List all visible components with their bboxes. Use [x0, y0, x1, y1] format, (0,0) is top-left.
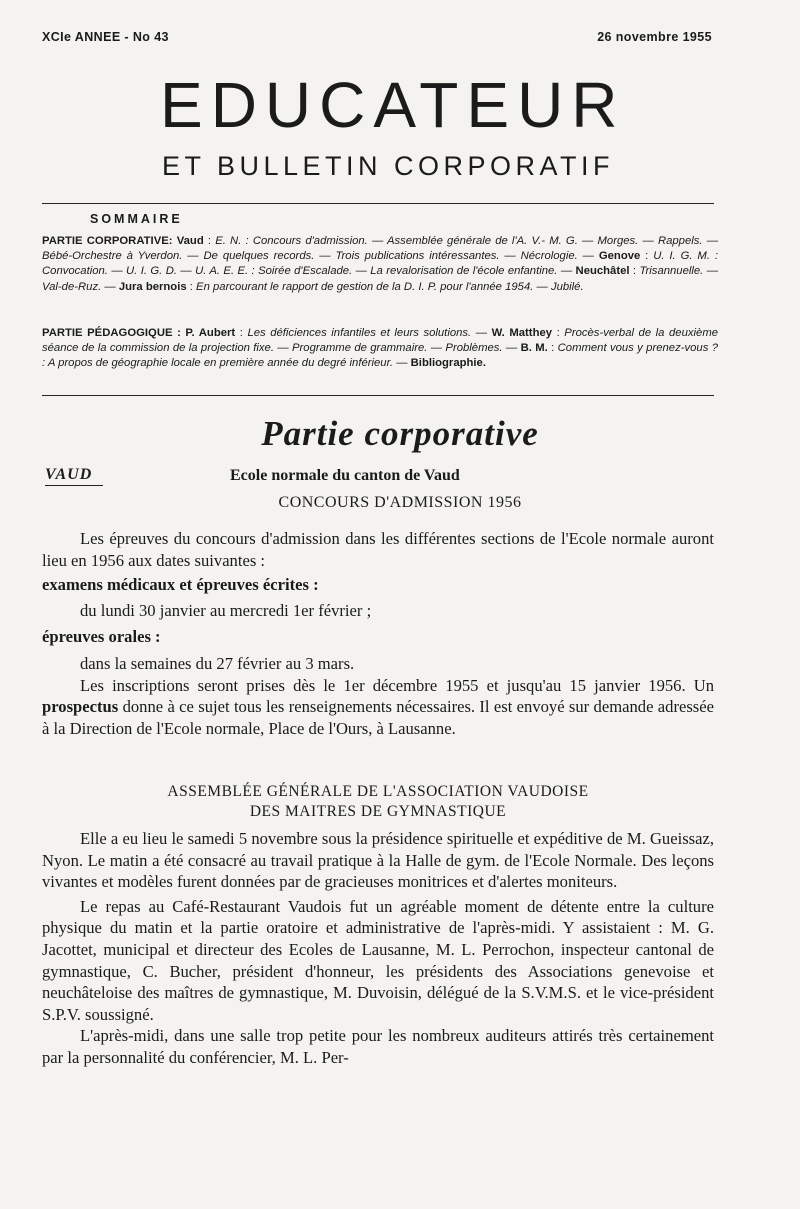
- issue-number: XCIe ANNEE - No 43: [42, 30, 169, 44]
- inscriptions-paragraph: [42, 675, 714, 740]
- sommaire-corp-segment: :: [186, 280, 197, 293]
- concours-heading: CONCOURS D'ADMISSION 1956: [278, 494, 522, 511]
- sommaire-corp-segment: E. N. : Concours d'admission. — Assemblée générale de l'A. V.- M. G. — Morges. — Rappels. — Bébé-Orchestre à Yverdon. — De quelques records. — Trois publications intéressantes. — Nécrologie. —: [42, 235, 719, 263]
- assemblee-title: [42, 782, 714, 822]
- assemblee-title-line1: ASSEMBLÉE GÉNÉRALE DE L'ASSOCIATION VAUDOISE: [167, 783, 589, 800]
- assemblee-paragraph-2: Le repas au Café-Restaurant Vaudois fut un agréable moment de détente entre la culture physique du matin et la partie oratoire et administrative de l'après-midi. Y assistaient : M. G. Jacottet, municipal et directeur des Ecoles de Lausanne, M. L. Perrochon, inspecteur cantonal de gymnastique, C. Bucher, président d'honneur, les présidents des Associations genevoise et neuchâteloise des maîtres de gymnastique, M. Duvoisin, délégué de la S.V.M.S. et le vice-président S.P.V. soussigné.: [42, 896, 714, 1024]
- sommaire-corp-segment: Jura bernois: [118, 280, 187, 293]
- assemblee-paragraph-3: L'après-midi, dans une salle trop petite pour les nombreux auditeurs attirés très certainement par la personnalité du conférencier, M. L. Per-: [42, 1026, 714, 1067]
- masthead-title: EDUCATEUR: [160, 69, 626, 141]
- sommaire-ped-segment: P. Aubert: [180, 327, 236, 339]
- sommaire-corp-segment: U. I. G. M. : Convocation. — U. I. G. D. — U. A. E. E. : Soirée d'Escalade. — La revalorisation de l'école enfantine. —: [42, 250, 718, 278]
- school-heading: Ecole normale du canton de Vaud: [230, 467, 460, 484]
- region-label: VAUD: [45, 466, 103, 486]
- oral-label: épreuves orales :: [42, 627, 161, 647]
- oral-dates: dans la semaines du 27 février au 3 mars.: [80, 653, 355, 673]
- masthead-subtitle: ET BULLETIN CORPORATIF: [161, 151, 615, 181]
- inscriptions-text-b: donne à ce sujet tous les renseignements nécessaires. Il est envoyé sur demande adressée à la Direction de l'Ecole normale, Place de l'Ours, à Lausanne.: [42, 697, 714, 738]
- sommaire-pedagogique: [42, 326, 718, 372]
- sommaire-corp-segment: Genove: [598, 250, 641, 263]
- section-title: Partie corporative: [261, 414, 539, 453]
- sommaire-corp-heading: PARTIE CORPORATIVE:: [42, 235, 173, 247]
- sommaire-corp-segment: :: [640, 250, 654, 263]
- sommaire-corp-segment: Neuchâtel: [575, 265, 630, 278]
- exams-dates: du lundi 30 janvier au mercredi 1er février ;: [80, 600, 372, 620]
- sommaire-ped-segment: :: [235, 327, 248, 339]
- sommaire-ped-segment: B. M.: [520, 342, 548, 355]
- assemblee-paragraph-1: Elle a eu lieu le samedi 5 novembre sous la présidence spirituelle et expéditive de M. Gueissaz, Nyon. Le matin a été consacré au travail pratique à la Halle de gym. de l'Ecole Normale. Des leçons vivantes et modèles furent données par de gracieuses monitrices et d'alertes moniteurs.: [42, 829, 714, 892]
- sommaire-corp-segment: Vaud: [172, 235, 204, 247]
- sommaire-ped-segment: :: [547, 342, 558, 355]
- sommaire-ped-segment: :: [552, 327, 565, 339]
- sommaire-ped-segment: Bibliographie.: [410, 357, 486, 370]
- sommaire-ped-segment: Comment vous y prenez-vous ? : A propos de géographie locale en première année du degré inférieur. —: [42, 342, 718, 370]
- sommaire-bottom-rule: [42, 395, 714, 396]
- top-rule: [42, 203, 714, 204]
- sommaire-ped-segment: Les déficiences infantiles et leurs solutions. —: [247, 327, 492, 339]
- sommaire-ped-heading: PARTIE PÉDAGOGIQUE :: [42, 327, 181, 339]
- concours-intro: Les épreuves du concours d'admission dans les différentes sections de l'Ecole normale auront lieu en 1956 aux dates suivantes :: [42, 529, 714, 570]
- assemblee-article: [42, 828, 714, 1069]
- sommaire-corp-segment: Trisannuelle. — Val-de-Ruz. —: [42, 265, 718, 293]
- sommaire-corp-segment: :: [629, 265, 640, 278]
- sommaire-ped-segment: W. Matthey: [491, 327, 553, 339]
- sommaire-title: SOMMAIRE: [90, 212, 183, 226]
- sommaire-corp-segment: En parcourant le rapport de gestion de la D. I. P. pour l'année 1954. — Jubilé.: [196, 280, 584, 293]
- exams-label: examens médicaux et épreuves écrites :: [42, 575, 319, 595]
- sommaire-ped-segment: Procès-verbal de la deuxième séance de la commission de la projection fixe. — Programme de grammaire. — Problèmes. —: [42, 327, 719, 355]
- sommaire-corporative: [42, 234, 718, 295]
- assemblee-title-line2: DES MAITRES DE GYMNASTIQUE: [249, 803, 507, 820]
- inscriptions-text-a: Les inscriptions seront prises dès le 1er décembre 1955 et jusqu'au 15 janvier 1956. Un: [80, 675, 714, 695]
- prospectus-word: prospectus: [42, 697, 119, 717]
- concours-article: [42, 528, 714, 739]
- sommaire-corp-segment: :: [203, 235, 216, 247]
- issue-date: 26 novembre 1955: [597, 30, 712, 44]
